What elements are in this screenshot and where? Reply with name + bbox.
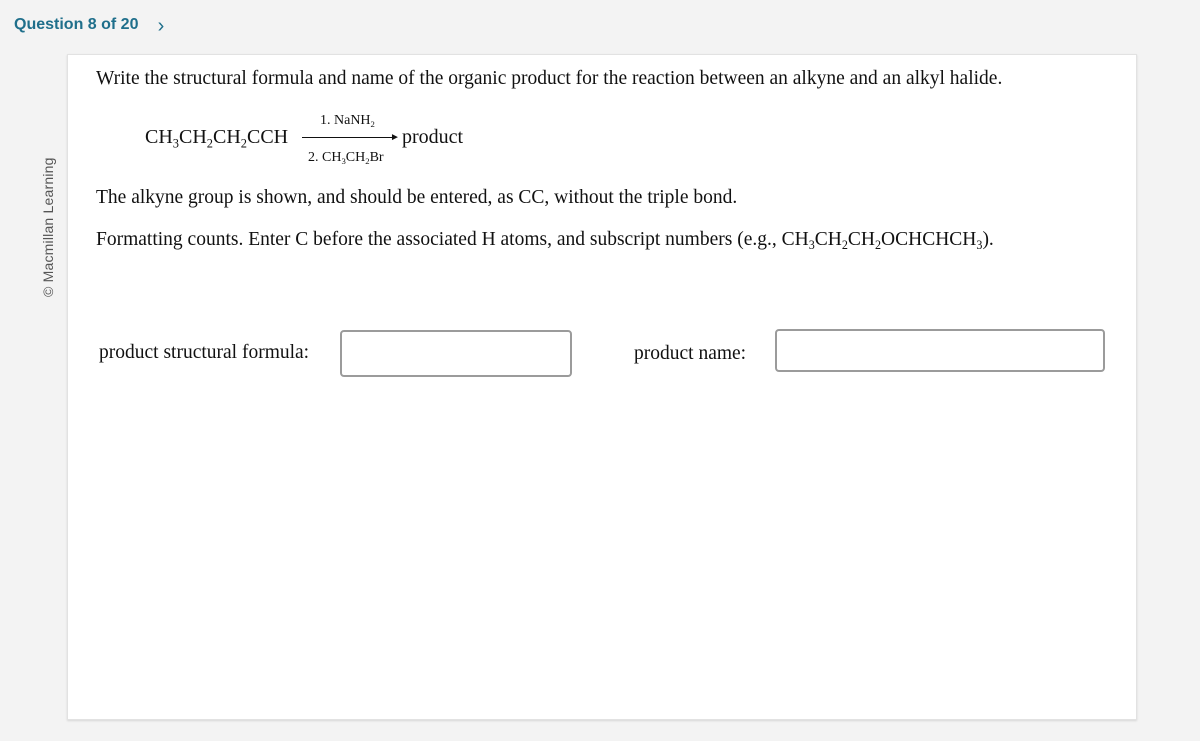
product-name-label: product name:	[634, 343, 747, 364]
product-label: product	[402, 126, 464, 148]
product-name-input[interactable]	[775, 329, 1105, 372]
example-formula: $CH_3CH_2CH_2OCHCHCH_3$	[781, 229, 983, 253]
reaction-arrow: ►	[302, 133, 402, 143]
instruction-note-alkyne: The alkyne group is shown, and should be entered, as CC, without the triple bond.	[96, 187, 738, 208]
question-counter[interactable]: Question 8 of 20	[14, 16, 139, 33]
reactant-formula: $CH_3CH_2CH_2CCH$	[145, 126, 289, 151]
reagent-step-1: 1. NaNH$_2$	[320, 113, 375, 130]
instruction-note-formatting: Formatting counts. Enter C before the associated H atoms, and subscript numbers (e.g., $CH_3CH_2CH_2OCHCHCH_3$).	[96, 229, 994, 253]
structural-formula-input[interactable]	[340, 330, 572, 377]
question-prompt: Write the structural formula and name of the organic product for the reaction between an alkyne and an alkyl halide.	[96, 68, 1003, 89]
chevron-right-icon[interactable]: ›	[157, 14, 165, 37]
reagent-step-2: 2. $CH_3CH_2Br$	[308, 150, 384, 167]
structural-formula-label: product structural formula:	[99, 342, 310, 363]
question-header	[0, 0, 1200, 52]
question-panel	[40, 54, 1137, 720]
copyright-credit	[40, 97, 56, 297]
copyright-text: © Macmillan Learning	[40, 157, 56, 297]
